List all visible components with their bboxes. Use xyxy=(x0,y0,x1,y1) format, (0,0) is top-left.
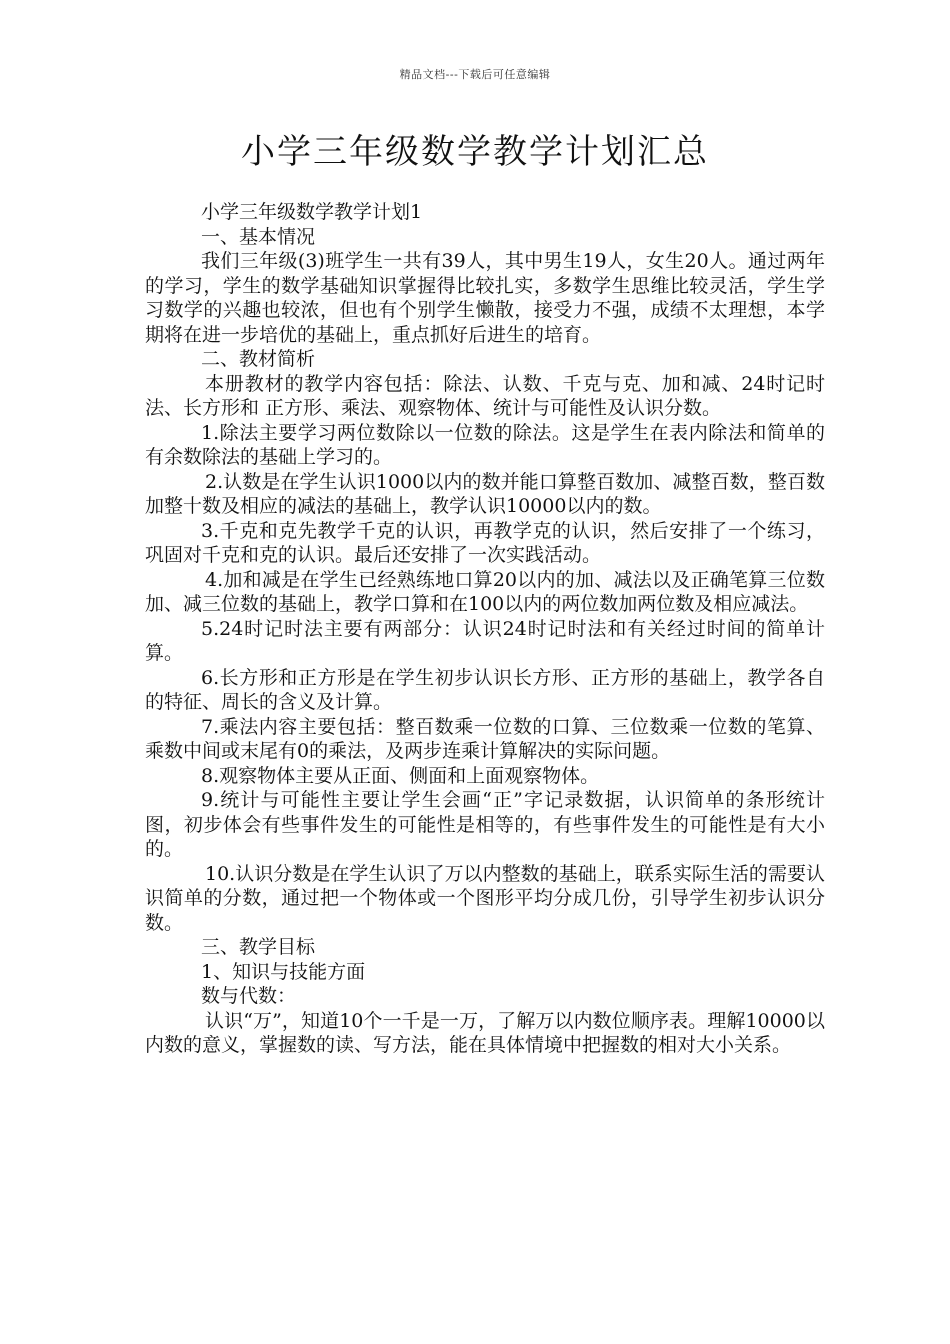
paragraph-item-numbers: 2.认数是在学生认识1000以内的数并能口算整百数加、减整百数，整百数加整十数及相应的减法的基础上，教学认识10000以内的数。 xyxy=(145,470,825,517)
section-heading-basic-situation: 一、基本情况 xyxy=(201,225,316,248)
paragraph-item-addition-subtraction: 4.加和减是在学生已经熟练地口算20以内的加、减法以及正确笔算三位数加、减三位数的基础上，教学口算和在100以内的两位数加两位数及相应减法。 xyxy=(145,568,825,615)
paragraph-item-kilogram-gram: 3.千克和克先教学千克的认识，再教学克的认识，然后安排了一个练习，巩固对千克和克的认识。最后还安排了一次实践活动。 xyxy=(145,519,825,566)
document-title: 小学三年级数学教学计划汇总 xyxy=(241,132,709,172)
plan-subtitle: 小学三年级数学教学计划1 xyxy=(201,201,423,223)
section-heading-textbook-analysis: 二、教材简析 xyxy=(201,348,316,370)
paragraph-item-statistics-probability: 9.统计与可能性主要让学生会画“正”字记录数据，认识简单的条形统计图，初步体会有些事件发生的可能性是相等的，有些事件发生的可能性是有大小的。 xyxy=(145,789,825,860)
paragraph-item-observing-objects: 8.观察物体主要从正面、侧面和上面观察物体。 xyxy=(201,764,600,787)
paragraph-item-division: 1.除法主要学习两位数除以一位数的除法。这是学生在表内除法和简单的有余数除法的基础上学习的。 xyxy=(145,421,825,468)
paragraph-item-24-hour-clock: 5.24时记时法主要有两部分：认识24时记时法和有关经过时间的简单计算。 xyxy=(145,617,825,664)
paragraph-item-multiplication: 7.乘法内容主要包括：整百数乘一位数的口算、三位数乘一位数的笔算、乘数中间或末尾有0的乘法，及两步连乘计算解决的实际问题。 xyxy=(145,715,825,762)
subheading-knowledge-skills: 1、知识与技能方面 xyxy=(201,960,366,983)
paragraph-item-fractions: 10.认识分数是在学生认识了万以内整数的基础上，联系实际生活的需要认识简单的分数，通过把一个物体或一个图形平均分成几份，引导学生初步认识分数。 xyxy=(145,862,825,934)
header-note: 精品文档---下载后可任意编辑 xyxy=(399,68,551,81)
paragraph-textbook-content: 本册教材的教学内容包括：除法、认数、千克与克、加和减、24时记时法、长方形和 正方形、乘法、观察物体、统计与可能性及认识分数。 xyxy=(145,372,825,419)
paragraph-item-rectangle-square: 6.长方形和正方形是在学生初步认识长方形、正方形的基础上，教学各自的特征、周长的含义及计算。 xyxy=(145,666,825,713)
section-heading-teaching-goals: 三、教学目标 xyxy=(201,936,316,958)
document-body xyxy=(145,200,825,1058)
paragraph-ten-thousand: 认识“万”，知道10个一千是一万，了解万以内数位顺序表。理解10000以内数的意义，掌握数的读、写方法，能在具体情境中把握数的相对大小关系。 xyxy=(145,1009,825,1056)
subheading-numbers-algebra: 数与代数： xyxy=(201,985,297,1007)
paragraph-class-situation: 我们三年级(3)班学生一共有39人，其中男生19人，女生20人。通过两年的学习，学生的数学基础知识掌握得比较扎实，多数学生思维比较灵活，学生学习数学的兴趣也较浓，但也有个别学生懒散，接受力不强，成绩不太理想，本学期将在进一步培优的基础上，重点抓好后进生的培育。 xyxy=(145,250,825,346)
